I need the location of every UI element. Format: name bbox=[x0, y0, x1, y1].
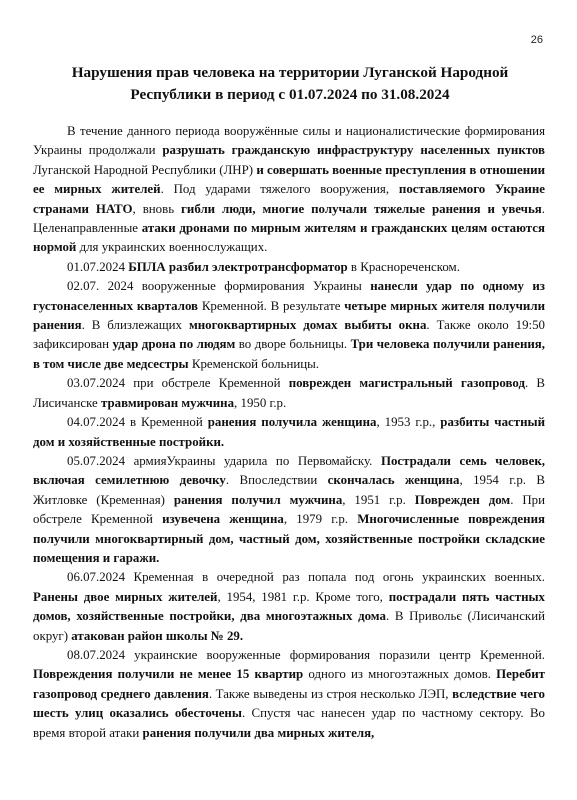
bold-text: нанесли удар по одному из густонаселенных кварталов bbox=[33, 279, 545, 313]
text-run: 02.07. 2024 вооруженные формирования Украины bbox=[67, 279, 371, 294]
bold-text: ранения получила женщина bbox=[207, 415, 377, 430]
paragraph bbox=[33, 452, 545, 568]
text-run: , 1951 г.р. bbox=[342, 492, 415, 507]
paragraph bbox=[33, 374, 545, 413]
bold-text: Поврежден дом bbox=[414, 492, 511, 507]
bold-text: разбиты частный дом и хозяйственные постройки. bbox=[33, 415, 545, 449]
bold-text: пострадали пять частных домов, хозяйственные постройки, два многоэтажных дома bbox=[33, 589, 546, 624]
bold-text: скончалась женщина bbox=[327, 473, 460, 488]
bold-text: гибли люди, многие получали тяжелые ранения и увечья bbox=[181, 201, 542, 216]
text-run: . Также выведены из строя несколько ЛЭП, bbox=[208, 686, 453, 701]
paragraph bbox=[33, 258, 545, 277]
text-run: . Под ударами тяжелого вооружения, bbox=[160, 182, 399, 197]
text-run: . При обстреле Кременной bbox=[33, 492, 545, 527]
text-run: . Целенаправленные bbox=[33, 201, 545, 236]
bold-text: БПЛА разбил электротрансформатор bbox=[128, 259, 348, 274]
page-number: 26 bbox=[530, 34, 543, 46]
text-run: Кременной. В результате bbox=[198, 298, 345, 313]
text-run: . Также около 19:50 зафиксирован bbox=[33, 318, 546, 352]
text-run: , 1953 г.р., bbox=[376, 415, 441, 430]
bold-text: Ранены двое мирных жителей bbox=[33, 589, 218, 604]
bold-text: разрушать гражданскую инфраструктуру населенных пунктов bbox=[162, 143, 545, 158]
bold-text: Повреждения получили не менее 15 квартир bbox=[33, 667, 304, 682]
text-run: для украинских военнослужащих. bbox=[76, 240, 268, 255]
bold-text: поврежден магистральный газопровод bbox=[288, 376, 525, 391]
text-run: , вновь bbox=[132, 201, 182, 216]
bold-text: атакован район школы № 29. bbox=[71, 628, 244, 643]
bold-text: поставляемого Украине странами НАТО bbox=[33, 182, 545, 216]
bold-text: четыре мирных жителя получили ранения bbox=[33, 298, 546, 333]
bold-text: ранения получили два мирных жителя, bbox=[142, 725, 375, 740]
text-run: 06.07.2024 Кременная в очередной раз попала под огонь украинских военных. bbox=[67, 570, 545, 585]
bold-text: ранения получил мужчина bbox=[173, 492, 343, 507]
text-run: 04.07.2024 в Кременной bbox=[67, 415, 208, 430]
text-run: Кременской больницы. bbox=[188, 356, 320, 371]
text-run: . Впоследствии bbox=[225, 473, 328, 488]
text-run: , 1954 г.р. В Житловке (Кременная) bbox=[33, 473, 545, 507]
text-run: . В близлежащих bbox=[81, 318, 189, 333]
bold-text: удар дрона по людям bbox=[112, 337, 236, 352]
text-run: , 1954, 1981 г.р. Кроме того, bbox=[217, 589, 389, 604]
bold-text: и совершать военные преступления в отношении ее мирных жителей bbox=[33, 162, 545, 197]
text-run: , 1979 г.р. bbox=[283, 512, 358, 527]
document-title: Нарушения прав человека на территории Луганской Народной Республики в период с 01.07.2024 по 31.08.2024 bbox=[71, 64, 509, 103]
bold-text: Многочисленные повреждения получили многоквартирный дом, частный дом, хозяйственные постройки складские помещения и гаражи. bbox=[33, 512, 545, 565]
text-run: 01.07.2024 bbox=[67, 259, 129, 274]
text-run: 05.07.2024 армияУкраины ударила по Первомайску. bbox=[67, 453, 381, 468]
paragraph bbox=[33, 122, 545, 258]
text-run: одного из многоэтажных домов. bbox=[303, 667, 497, 682]
document-body bbox=[33, 122, 545, 743]
text-run: . В Лисичанске bbox=[33, 376, 546, 410]
text-run: . Спустя час нанесен удар по частному сектору. Во время второй атаки bbox=[33, 706, 545, 740]
bold-text: Пострадали семь человек, включая семилетнюю девочку bbox=[33, 453, 545, 488]
paragraph bbox=[33, 646, 545, 743]
text-run: в Краснореченском. bbox=[347, 259, 460, 274]
paragraph bbox=[33, 277, 545, 374]
text-run: , 1950 г.р. bbox=[234, 395, 287, 410]
text-run: 08.07.2024 украинские вооруженные формирования поразили центр Кременной. bbox=[67, 647, 545, 662]
text-run: В течение данного периода вооружённые силы и националистические формирования Украины продолжали bbox=[33, 124, 545, 158]
paragraph bbox=[33, 413, 545, 452]
bold-text: вследствие чего шесть улиц оказались обесточены bbox=[33, 686, 545, 721]
text-run: во дворе больницы. bbox=[235, 337, 351, 352]
bold-text: атаки дронами по мирным жителям и гражданских целям остаются нормой bbox=[33, 221, 545, 255]
bold-text: многоквартирных домах выбиты окна bbox=[188, 318, 427, 333]
bold-text: Три человека получили ранения, в том числе две медсестры bbox=[33, 337, 546, 371]
bold-text: травмирован мужчина bbox=[100, 395, 235, 410]
text-run: Луганской Народной Республики (ЛНР) bbox=[33, 162, 257, 177]
text-run: 03.07.2024 при обстреле Кременной bbox=[67, 376, 289, 391]
bold-text: Перебит газопровод среднего давления bbox=[33, 667, 545, 701]
text-run: . В Привольє (Лисичанский округ) bbox=[33, 609, 545, 643]
paragraph bbox=[33, 568, 545, 646]
bold-text: изувечена женщина bbox=[162, 512, 284, 527]
